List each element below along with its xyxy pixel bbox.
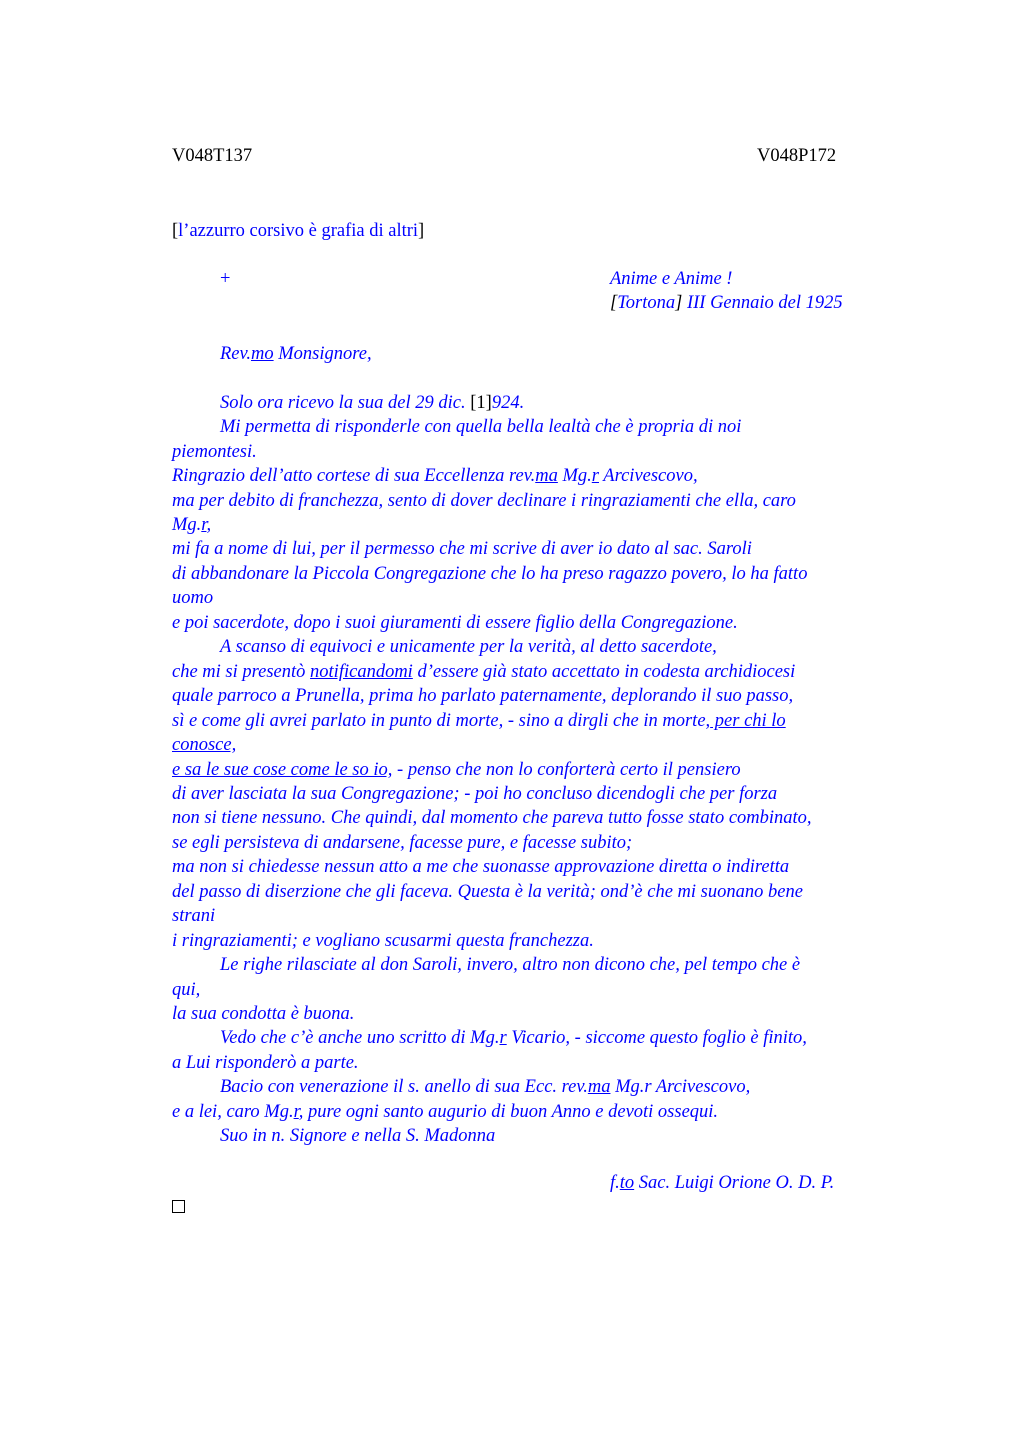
letter-line	[220, 391, 524, 415]
text-span: che mi si presentò	[172, 662, 311, 682]
text-span: per chi lo	[710, 711, 786, 731]
note-open-bracket: [	[172, 221, 179, 241]
letter-line: se egli persisteva di andarsene, facesse pure, e facesse subito;	[172, 833, 633, 853]
signature-part: to	[619, 1173, 635, 1193]
text-span: , pure ogni santo augurio di buon Anno e devoti ossequi.	[298, 1102, 719, 1122]
text-span: Bacio con venerazione il s. anello di sua Ecc. rev.	[220, 1077, 588, 1097]
letter-line: Mi permetta di risponderle con quella bella lealtà che è propria di noi	[220, 417, 742, 437]
salutation-superscript: mo	[250, 344, 274, 364]
letter-line: quale parroco a Prunella, prima ho parlato paternamente, deplorando il suo passo,	[172, 686, 794, 706]
letter-line: ma non si chiedesse nessun atto a me che suonasse approvazione diretta o indiretta	[172, 857, 790, 877]
text-span: Mg.	[557, 466, 592, 486]
document-code-right: V048P172	[757, 146, 837, 166]
letter-line: Suo in n. Signore e nella S. Madonna	[220, 1126, 496, 1146]
text-span: Mg.r Arcivescovo,	[610, 1077, 751, 1097]
text-span: Solo ora ricevo la sua del 29 dic.	[220, 393, 471, 413]
text-span: e a lei, caro Mg.	[172, 1102, 294, 1122]
text-span: notificandomi	[310, 662, 413, 682]
letter-line: non si tiene nessuno. Che quindi, dal momento che pareva tutto fosse stato combinato,	[172, 808, 812, 828]
letter-line	[172, 660, 795, 684]
text-span: r	[201, 515, 207, 535]
letter-line: la sua condotta è buona.	[172, 1004, 355, 1024]
letter-line	[172, 709, 786, 733]
letter-line	[172, 464, 698, 488]
place-open-bracket: [	[610, 293, 618, 313]
place-close-bracket: ]	[675, 293, 683, 313]
text-span: Mg.	[172, 515, 202, 535]
text-span: Arcivescovo,	[598, 466, 698, 486]
letter-line: conosce,	[172, 735, 237, 755]
place-date	[610, 293, 843, 314]
motto: Anime e Anime !	[610, 269, 733, 289]
end-square-icon	[172, 1200, 185, 1213]
letter-line	[220, 1026, 807, 1050]
text-span: ,	[206, 515, 212, 535]
letter-line: strani	[172, 906, 216, 926]
text-span: r	[591, 466, 599, 486]
letter-line: A scanso di equivoci e unicamente per la verità, al detto sacerdote,	[220, 637, 717, 657]
salutation-part: Monsignore,	[273, 344, 372, 364]
letter-line: a Lui risponderò a parte.	[172, 1053, 359, 1073]
letter-line	[220, 1075, 750, 1099]
salutation-part: Rev.	[220, 344, 251, 364]
text-span: r	[293, 1102, 299, 1122]
letter-line: qui,	[172, 980, 201, 1000]
letter-line: di abbandonare la Piccola Congregazione che lo ha preso ragazzo povero, lo ha fatto	[172, 564, 808, 584]
text-span: e sa le sue cose come le so io,	[172, 760, 393, 780]
letter-line	[172, 1100, 718, 1124]
text-span: Ringrazio dell’atto cortese di sua Eccellenza rev.	[172, 466, 536, 486]
text-span: Vicario, - siccome questo foglio è finito,	[506, 1028, 807, 1048]
editorial-note	[172, 221, 424, 242]
place: Tortona	[617, 293, 676, 313]
text-span: - penso che non lo conforterà certo il pensiero	[392, 760, 741, 780]
text-span: r	[499, 1028, 507, 1048]
letter-line: e poi sacerdote, dopo i suoi giuramenti di essere figlio della Congregazione.	[172, 613, 738, 633]
letter-line: piemontesi.	[172, 442, 257, 462]
letter-line: i ringraziamenti; e vogliano scusarmi questa franchezza.	[172, 931, 594, 951]
note-text: l’azzurro corsivo è grafia di altri	[178, 221, 419, 241]
letter-line: mi fa a nome di lui, per il permesso che mi scrive di aver io dato al sac. Saroli	[172, 539, 752, 559]
signature	[610, 1173, 834, 1194]
signature-part: Sac. Luigi Orione O. D. P.	[634, 1173, 835, 1193]
letter-line: del passo di diserzione che gli faceva. Questa è la verità; ond’è che mi suonano bene	[172, 882, 803, 902]
editorial-insert: [1]	[470, 393, 492, 413]
text-span: ma	[535, 466, 558, 486]
letter-line: di aver lasciata la sua Congregazione; - poi ho concluso dicendogli che per forza	[172, 784, 778, 804]
letter-line	[172, 513, 211, 537]
salutation	[220, 342, 372, 366]
signature-part: f.	[610, 1173, 620, 1193]
date: III Gennaio del 1925	[682, 293, 843, 313]
note-close-bracket: ]	[418, 221, 425, 241]
document-code-left: V048T137	[172, 146, 253, 166]
text-span: 924.	[491, 393, 525, 413]
letter-line	[172, 758, 741, 782]
letter-line: Le righe rilasciate al don Saroli, invero, altro non dicono che, pel tempo che è	[220, 955, 801, 975]
text-span: sì e come gli avrei parlato in punto di morte, - sino a dirgli che in morte,	[172, 711, 711, 731]
letter-line: uomo	[172, 588, 214, 608]
text-span: Vedo che c’è anche uno scritto di Mg.	[220, 1028, 500, 1048]
text-span: ma	[587, 1077, 611, 1097]
letter-line: ma per debito di franchezza, sento di dover declinare i ringraziamenti che ella, caro	[172, 491, 796, 511]
cross-sign: +	[220, 269, 231, 289]
text-span: d’essere già stato accettato in codesta archidiocesi	[412, 662, 796, 682]
